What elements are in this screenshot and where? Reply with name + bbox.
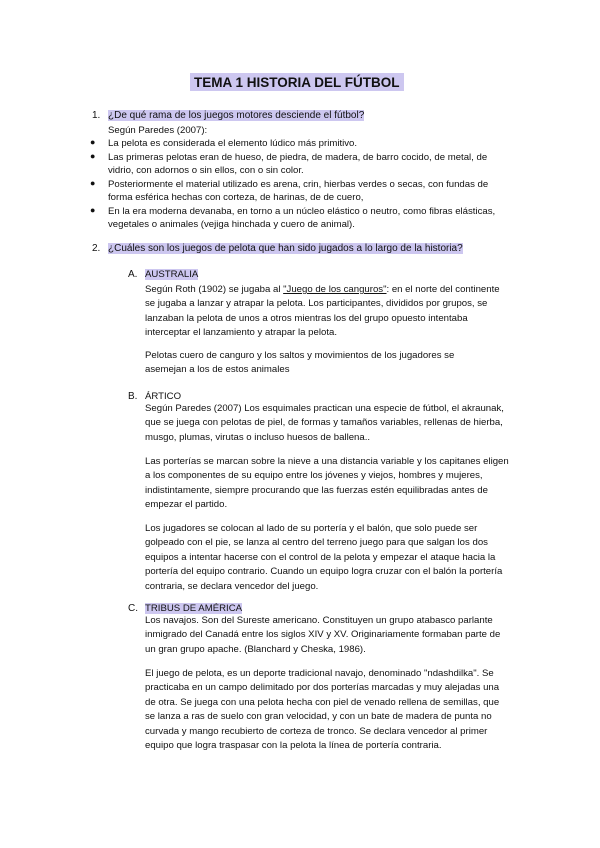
q1-source: Según Paredes (2007):	[108, 125, 208, 136]
q1-question: ¿De qué rama de los juegos motores desciende el fútbol?	[108, 110, 365, 121]
section-a-letter: A.	[128, 269, 138, 280]
q1-bullet-2a: Las primeras pelotas eran de hueso, de piedra, de madera, de barro cocido, de metal, de	[108, 152, 488, 163]
bullet-icon: ●	[90, 178, 96, 188]
section-b-letter: B.	[128, 391, 138, 402]
q2-question: ¿Cuáles son los juegos de pelota que han sido jugados a lo largo de la historia?	[108, 243, 463, 254]
page-title: TEMA 1 HISTORIA DEL FÚTBOL	[190, 73, 404, 91]
q1-bullet-4b: vegetales o animales (vejiga hinchada y cuero de animal).	[108, 219, 355, 230]
section-a-heading: AUSTRALIA	[145, 269, 199, 280]
q1-bullet-3a: Posteriormente el material utilizado es arena, crin, hierbas verdes o secas, con fundas de	[108, 179, 489, 190]
section-c-paragraph-1: Los navajos. Son del Sureste americano. Constituyen un grupo atabasco parlante inmigrado del Canadá entre los siglos XIV y XV. Originariamente formaban parte de un gran grupo apache. (Blanchard y Cheska, 1986).	[145, 615, 501, 655]
section-c-paragraph-2: El juego de pelota, es un deporte tradicional navajo, denominado "ndashdilka". Se practicaba en un campo delimitado por dos porterías marcadas y muy alejadas una de otra. Se juega con una pelota hecha con piel de venado rellena de semillas, que se lanza a ras de suelo con gran velocidad, y con un bate de madera de punta no curvada y mango recubierto de corteza de tronco. Se declara vencedor al primer equipo que logra traspasar con la pelota la línea de portería contraria.	[145, 668, 500, 752]
section-b-paragraph-2: Las porterías se marcan sobre la nieve a una distancia variable y los capitanes eligen a los componentes de su equipo entre los jóvenes y viejos, hombres y mujeres, indistintamente, siempre procurando que las fuerzas estén equilibradas antes de empezar el partido.	[145, 456, 509, 511]
q1-bullet-1: La pelota es considerada el elemento lúdico más primitivo.	[108, 138, 358, 149]
bullet-icon: ●	[90, 151, 96, 161]
bullet-icon: ●	[90, 137, 96, 147]
q1-bullet-4a: En la era moderna devanaba, en torno a un núcleo elástico o neutro, como fibras elásticas,	[108, 206, 496, 217]
q1-number: 1.	[92, 110, 101, 121]
section-c-heading: TRIBUS DE AMÉRICA	[145, 603, 243, 614]
bullet-icon: ●	[90, 205, 96, 215]
section-b-paragraph-1: Según Paredes (2007) Los esquimales practican una especie de fútbol, el akraunak, que se juega con pelotas de piel, de formas y tamaños variables, rellenas de hierba, musgo, plumas, virutas o incluso huesos de ballena..	[145, 403, 504, 443]
section-a-paragraph-1: Según Roth (1902) se jugaba al "Juego de los canguros": en el norte del continente se jugaba a lanzar y atrapar la pelota. Los participantes, divididos por grupos, se lanzaban la pelota de unos a otros mientras los del grupo opuesto intentaba interceptar el lanzamiento y atrapar la pelota.	[145, 284, 500, 339]
q1-bullet-2b: vidrio, con adornos o sin ellos, con o sin color.	[108, 165, 304, 176]
juego-canguros-link: "Juego de los canguros"	[283, 284, 387, 295]
q1-bullet-3b: forma esférica hechas con corteza, de harinas, de de cuero,	[108, 192, 364, 203]
section-a-paragraph-2: Pelotas cuero de canguro y los saltos y movimientos de los jugadores se asemejan a los de estos animales	[145, 350, 455, 376]
section-c-letter: C.	[128, 603, 138, 614]
q2-number: 2.	[92, 243, 101, 254]
section-b-paragraph-3: Los jugadores se colocan al lado de su portería y el balón, que solo puede ser golpeado con el pie, se lanza al centro del terreno juego para que salgan los dos equipos a intentar hacerse con el control de la pelota y empezar el ataque hacia la portería del equipo contrario. Cuando un equipo logra cruzar con el balón la portería contraria, se declara vencedor del juego.	[145, 523, 503, 592]
section-b-heading: ÁRTICO	[145, 391, 182, 402]
